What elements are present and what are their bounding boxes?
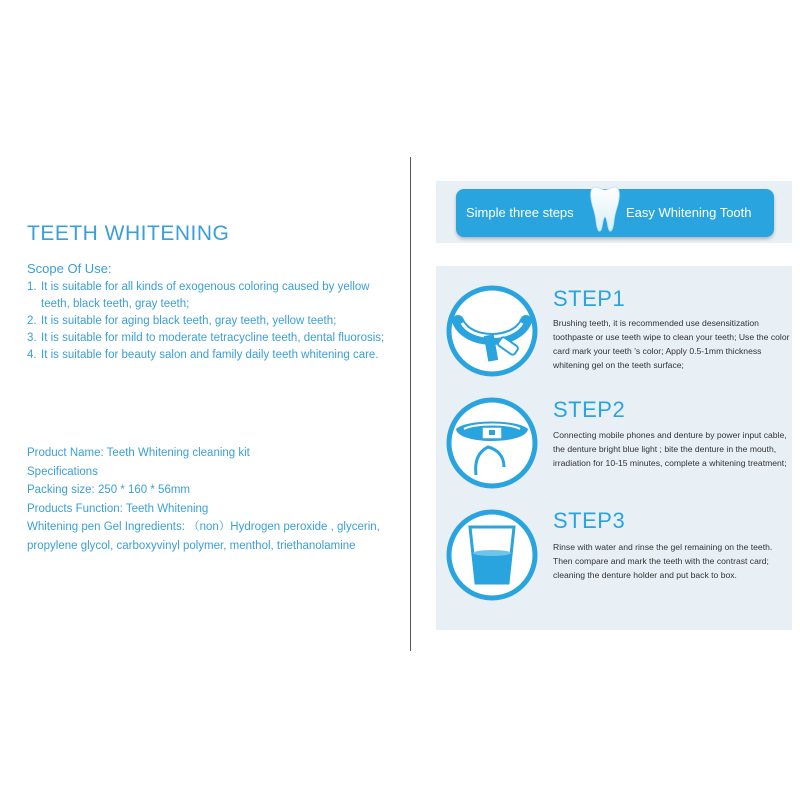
- specifications-label: Specifications: [27, 465, 98, 478]
- product-name: Product Name: Teeth Whitening cleaning kit: [27, 447, 250, 459]
- step1-text: Brushing teeth, it is recommended use desensitization toothpaste or use teeth wipe to clean your teeth; Use the color card mark your teeth 's color; Apply 0.5-1mm thickness whitening gel on the teeth surface;: [553, 318, 790, 370]
- step1-title: STEP1: [553, 286, 626, 311]
- packing-size: Packing size: 250 * 160 * 56mm: [27, 484, 191, 496]
- step3-title: STEP3: [553, 508, 626, 533]
- step3-text: Rinse with water and rinse the gel remaining on the teeth. Then compare and mark the teeth with the contrast card; cleaning the denture holder and put back to box.: [553, 542, 773, 580]
- banner-right-text: Easy Whitening Tooth: [626, 205, 752, 220]
- list-item: 4. It is suitable for beauty salon and family daily teeth whitening care.: [27, 349, 379, 361]
- water-cup-icon: [446, 509, 538, 606]
- scope-list: [27, 279, 397, 364]
- toothbrush-icon: [446, 285, 538, 382]
- step2-text: Connecting mobile phones and denture by power input cable, the denture bright blue light ; bite the denture in the mouth, irradiation for 10-15 minutes, complete a whitening treatment;: [553, 430, 787, 468]
- product-info: [27, 444, 402, 555]
- page-title: TEETH WHITENING: [27, 222, 230, 245]
- list-item: 3. It is suitable for mild to moderate tetracycline teeth, dental fluorosis;: [27, 332, 385, 344]
- scope-heading: Scope Of Use:: [27, 261, 112, 276]
- steps-banner: [456, 189, 774, 237]
- list-item: 2. It is suitable for aging black teeth, gray teeth, yellow teeth;: [27, 315, 337, 327]
- tooth-icon: [590, 181, 620, 242]
- denture-light-icon: [446, 397, 538, 494]
- list-item: 1. It is suitable for all kinds of exogenous coloring caused by yellow teeth, black teeth, gray teeth;: [27, 281, 370, 310]
- banner-left-text: Simple three steps: [466, 205, 574, 220]
- ingredients: Whitening pen Gel Ingredients: （non）Hydrogen peroxide , glycerin, propylene glycol, carboxyvinyl polymer, menthol, triethanolamine: [27, 521, 380, 552]
- step2-title: STEP2: [553, 397, 626, 422]
- products-function: Products Function: Teeth Whitening: [27, 502, 209, 515]
- vertical-divider: [410, 157, 411, 651]
